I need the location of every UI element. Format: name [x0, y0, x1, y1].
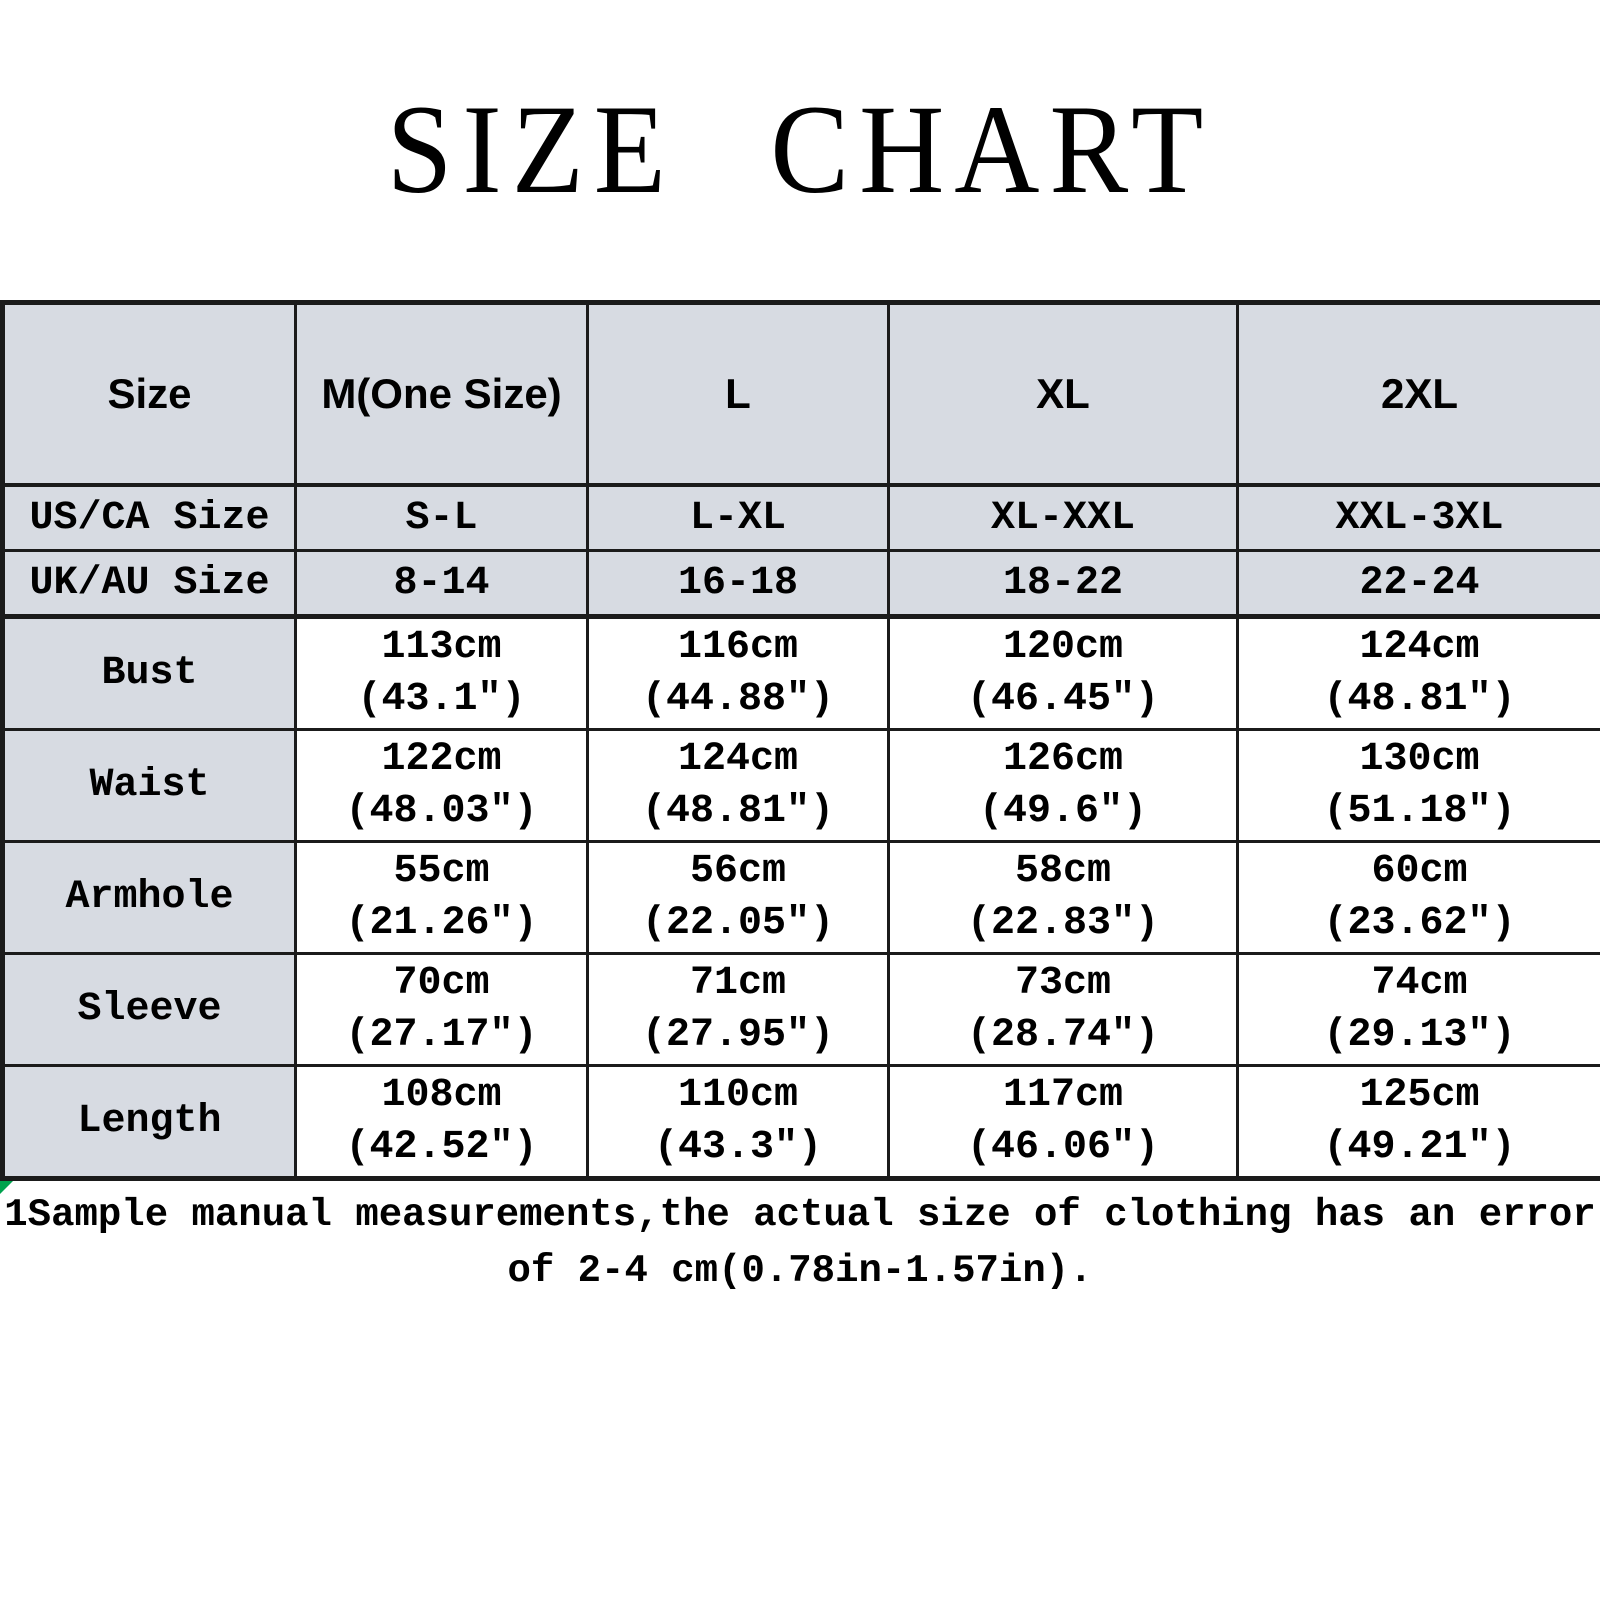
cell-inch: (48.03″)	[345, 788, 538, 834]
table-row-bust	[3, 617, 1600, 730]
cell-inch: (43.1″)	[357, 676, 526, 722]
cell-value	[296, 730, 588, 842]
cell-value: 16-18	[588, 551, 889, 617]
cell-value: 18-22	[889, 551, 1238, 617]
cell-cm: 126cm	[1002, 736, 1124, 782]
cell-value	[588, 730, 889, 842]
title-area	[0, 0, 1600, 300]
cell-value	[1238, 1066, 1600, 1179]
cell-cm: 120cm	[1002, 624, 1124, 670]
cell-inch: (27.95″)	[641, 1012, 835, 1058]
cell-inch: (46.45″)	[966, 676, 1160, 722]
cell-value	[296, 617, 588, 730]
cell-cm: 117cm	[1002, 1072, 1124, 1118]
cell-cm: 113cm	[381, 624, 502, 670]
cell-cm: 71cm	[689, 960, 786, 1006]
cell-value	[588, 954, 889, 1066]
row-label-sleeve: Sleeve	[3, 954, 296, 1066]
row-label-us-ca: US/CA Size	[3, 485, 296, 551]
cell-cm: 58cm	[1014, 848, 1111, 894]
measurement-note-line-1: 1Sample manual measurements,the actual size of clothing has an error	[4, 1193, 1596, 1237]
cell-inch: (29.13″)	[1323, 1012, 1516, 1058]
header-cell-size: Size	[3, 303, 296, 486]
cell-cm: 74cm	[1371, 960, 1468, 1006]
cell-inch: (48.81″)	[1323, 676, 1516, 722]
cell-inch: (42.52″)	[345, 1124, 538, 1170]
row-label-uk-au: UK/AU Size	[3, 551, 296, 617]
cell-value	[296, 1066, 588, 1179]
cell-cm: 108cm	[381, 1072, 502, 1118]
table-row-us-ca-size	[3, 485, 1600, 551]
cell-cm: 73cm	[1014, 960, 1111, 1006]
cell-inch: (22.05″)	[641, 900, 835, 946]
cell-inch: (44.88″)	[641, 676, 835, 722]
cell-value	[588, 1066, 889, 1179]
cell-cm: 56cm	[689, 848, 786, 894]
cell-value	[889, 730, 1238, 842]
cell-inch: (27.17″)	[345, 1012, 538, 1058]
table-row-sleeve	[3, 954, 1600, 1066]
row-label-waist: Waist	[3, 730, 296, 842]
table-row-uk-au-size	[3, 551, 1600, 617]
green-corner-marker	[0, 1181, 13, 1194]
table-row-waist	[3, 730, 1600, 842]
cell-cm: 125cm	[1359, 1072, 1480, 1118]
cell-value: L-XL	[588, 485, 889, 551]
cell-cm: 60cm	[1371, 848, 1468, 894]
cell-value	[1238, 730, 1600, 842]
table-row-armhole	[3, 842, 1600, 954]
cell-inch: (49.6″)	[978, 788, 1148, 834]
cell-inch: (49.21″)	[1323, 1124, 1516, 1170]
cell-cm: 110cm	[677, 1072, 799, 1118]
cell-value	[1238, 842, 1600, 954]
cell-value: S-L	[296, 485, 588, 551]
cell-value: XL-XXL	[889, 485, 1238, 551]
cell-cm: 55cm	[393, 848, 490, 894]
cell-inch: (28.74″)	[966, 1012, 1160, 1058]
table-header-row	[3, 303, 1600, 486]
header-cell-l: L	[588, 303, 889, 486]
measurement-note-line-2: of 2-4 cm(0.78in-1.57in).	[507, 1249, 1093, 1293]
table-row-length	[3, 1066, 1600, 1179]
cell-inch: (23.62″)	[1323, 900, 1516, 946]
row-label-bust: Bust	[3, 617, 296, 730]
cell-inch: (21.26″)	[345, 900, 538, 946]
cell-cm: 124cm	[1359, 624, 1480, 670]
cell-value	[889, 842, 1238, 954]
cell-inch: (22.83″)	[966, 900, 1160, 946]
cell-value	[588, 842, 889, 954]
cell-inch: (51.18″)	[1323, 788, 1516, 834]
cell-inch: (46.06″)	[966, 1124, 1160, 1170]
header-cell-m-one-size: M(One Size)	[296, 303, 588, 486]
cell-value	[889, 1066, 1238, 1179]
cell-value	[1238, 617, 1600, 730]
cell-cm: 130cm	[1359, 736, 1480, 782]
cell-value	[588, 617, 889, 730]
cell-value: 8-14	[296, 551, 588, 617]
row-label-length: Length	[3, 1066, 296, 1179]
cell-cm: 116cm	[677, 624, 799, 670]
cell-cm: 124cm	[677, 736, 799, 782]
cell-value: 22-24	[1238, 551, 1600, 617]
cell-value	[889, 617, 1238, 730]
cell-inch: (43.3″)	[653, 1124, 823, 1170]
header-cell-2xl: 2XL	[1238, 303, 1600, 486]
cell-value	[296, 954, 588, 1066]
cell-inch: (48.81″)	[641, 788, 835, 834]
cell-cm: 70cm	[393, 960, 490, 1006]
measurement-note	[0, 1187, 1600, 1299]
size-chart-table	[0, 300, 1600, 1181]
row-label-armhole: Armhole	[3, 842, 296, 954]
cell-value	[1238, 954, 1600, 1066]
cell-value: XXL-3XL	[1238, 485, 1600, 551]
cell-cm: 122cm	[381, 736, 502, 782]
cell-value	[296, 842, 588, 954]
cell-value	[889, 954, 1238, 1066]
page-title: SIZE CHART	[386, 78, 1214, 221]
header-cell-xl: XL	[889, 303, 1238, 486]
